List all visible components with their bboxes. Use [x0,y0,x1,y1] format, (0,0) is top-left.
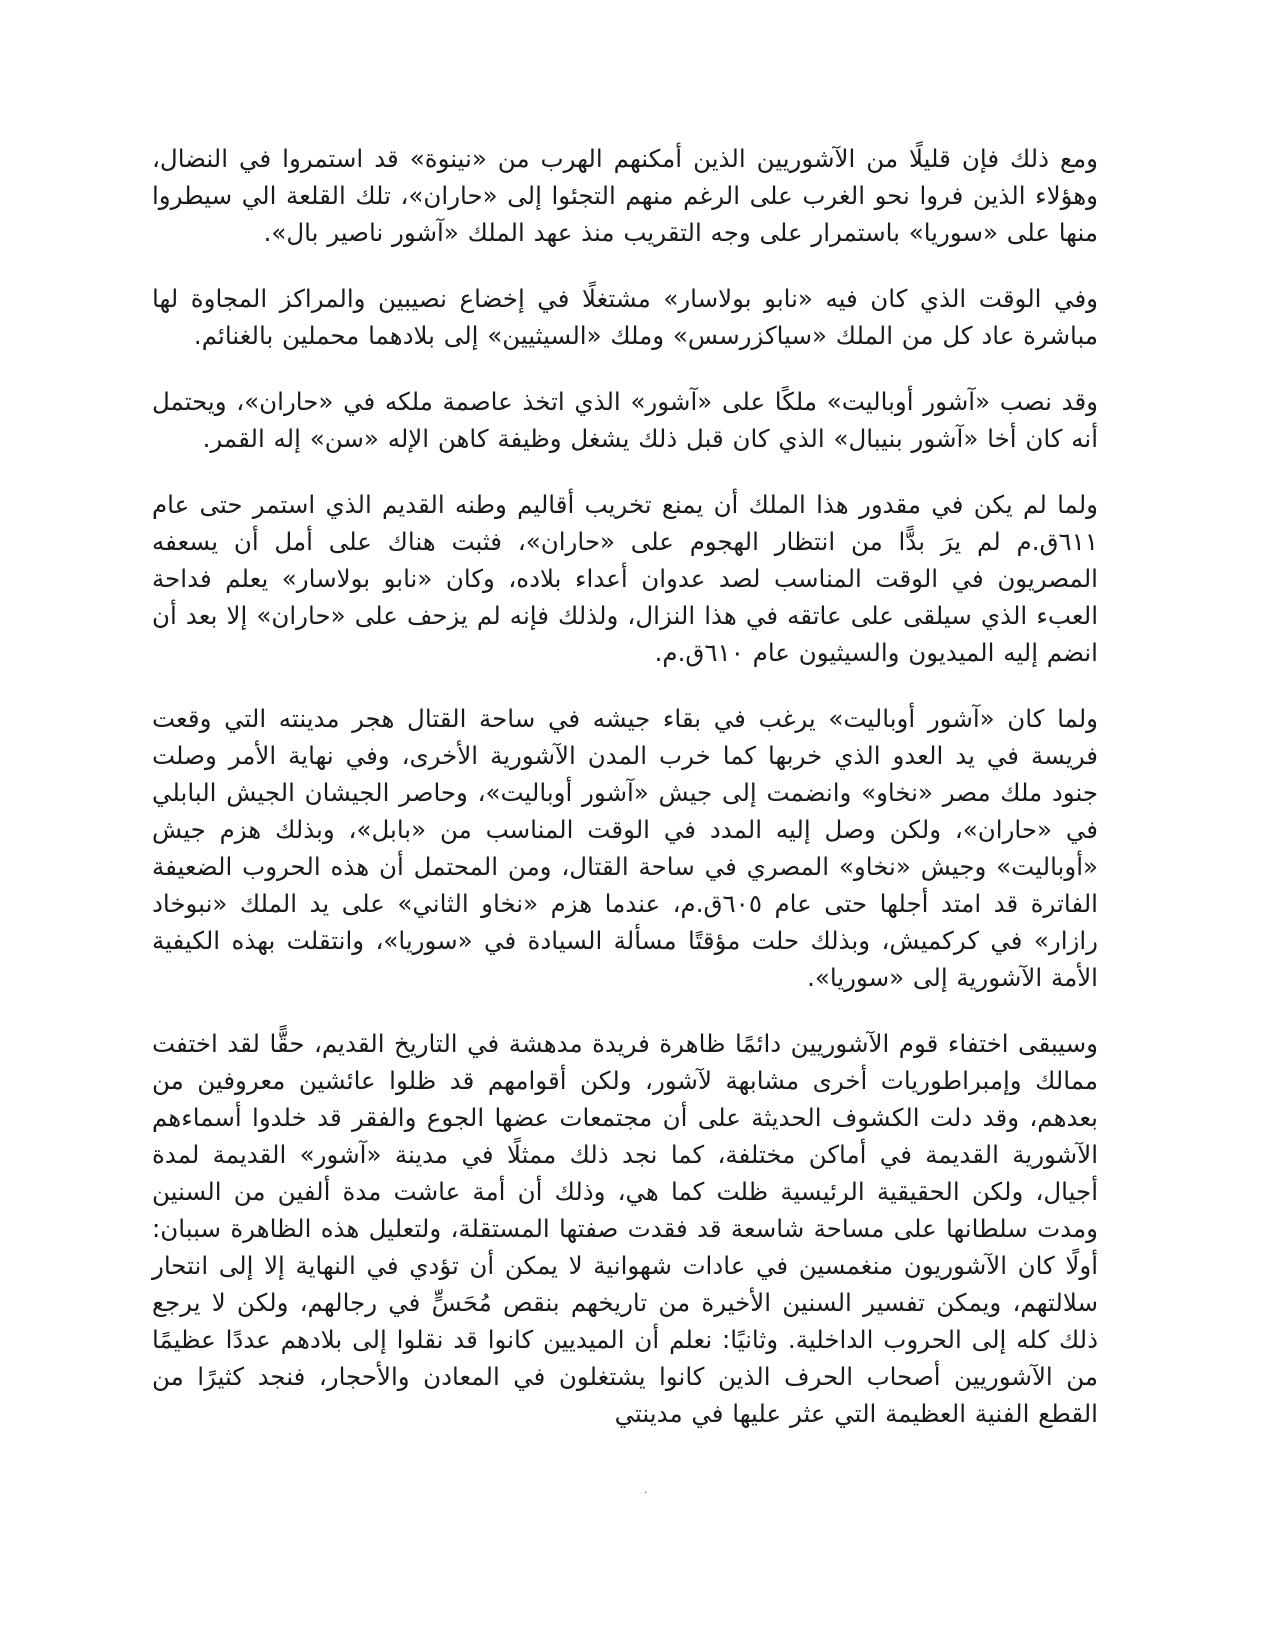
paragraph-3: وقد نصب «آشور أوباليت» ملكًا على «آشور» الذي اتخذ عاصمة ملكه في «حاران»، ويحتمل أنه كان أخا «آشور بنيبال» الذي كان قبل ذلك يشغل وظيفة كاهن الإله «سن» إله القمر. [152,387,1098,453]
paragraph-6: وسيبقى اختفاء قوم الآشوريين دائمًا ظاهرة فريدة مدهشة في التاريخ القديم، حقًّا لقد اختفت ممالك وإمبراطوريات أخرى مشابهة لآشور، ولكن أقوامهم قد ظلوا عائشين معروفين من بعدهم، وقد دلت الكشوف الحديثة على أن مجتمعات عضها الجوع والفقر قد خلدوا أسماءهم الآشورية القديمة في أماكن مختلفة، كما نجد ذلك ممثلًا في مدينة «آشور» القديمة لمدة أجيال، ولكن الحقيقية الرئيسية ظلت كما هي، وذلك أن أمة عاشت مدة ألفين من السنين ومدت سلطانها على مساحة شاسعة قد فقدت صفتها المستقلة، ولتعليل هذه الظاهرة سببان: أولًا كان الآشوريون منغمسين في عادات شهوانية لا يمكن أن تؤدي في النهاية إلا إلى انتحار سلالتهم، ويمكن تفسير السنين الأخيرة من تاريخهم بنقص مُحَسٍّ في رجالهم، ولكن لا يرجع ذلك كله إلى الحروب الداخلية. وثانيًا: نعلم أن الميديين كانوا قد نقلوا إلى بلادهم عددًا عظيمًا من الآشوريين أصحاب الحرف الذين كانوا يشتغلون في المعادن والأحجار، فنجد كثيرًا من القطع الفنية العظيمة التي عثر عليها في مدينتي [152,1029,1098,1428]
paragraph-1: ومع ذلك فإن قليلًا من الآشوريين الذين أمكنهم الهرب من «نينوة» قد استمروا في النضال، وهؤلاء الذين فروا نحو الغرب على الرغم منهم التجئوا إلى «حاران»، تلك القلعة الي سيطروا منها على «سوريا» باستمرار على وجه التقريب منذ عهد الملك «آشور ناصير بال». [152,144,1098,247]
paragraph-4: ولما لم يكن في مقدور هذا الملك أن يمنع تخريب أقاليم وطنه القديم الذي استمر حتى عام ٦١١ق.م لم يرَ بدًّا من انتظار الهجوم على «حاران»، فثبت هناك على أمل أن يسعفه المصريون في الوقت المناسب لصد عدوان أعداء بلاده، وكان «نابو بولاسار» يعلم فداحة العبء الذي سيلقى على عاتقه في هذا النزال، ولذلك فإنه لم يزحف على «حاران» إلا بعد أن انضم إليه الميديون والسيثيون عام ٦١٠ق.م. [152,490,1098,667]
paragraph-5: ولما كان «آشور أوباليت» يرغب في بقاء جيشه في ساحة القتال هجر مدينته التي وقعت فريسة في يد العدو الذي خربها كما خرب المدن الآشورية الأخرى، وفي نهاية الأمر وصلت جنود ملك مصر «نخاو» وانضمت إلى جيش «آشور أوباليت»، وحاصر الجيشان الجيش البابلي في «حاران»، ولكن وصل إليه المدد في الوقت المناسب من «بابل»، وبذلك هزم جيش «أوباليت» وجيش «نخاو» المصري في ساحة القتال، ومن المحتمل أن هذه الحروب الضعيفة الفاترة قد امتد أجلها حتى عام ٦٠٥ق.م، عندما هزم «نخاو الثاني» على يد الملك «نبوخاد رازار» في كركميش، وبذلك حلت مؤقتًا مسألة السيادة في «سوريا»، وانتقلت بهذه الكيفية الأمة الآشورية إلى «سوريا». [152,704,1098,992]
paragraph-2: وفي الوقت الذي كان فيه «نابو بولاسار» مشتغلًا في إخضاع نصيبين والمراكز المجاوة لها مباشرة عاد كل من الملك «سياكزرسس» وملك «السيثيين» إلى بلادهما محملين بالغنائم. [152,284,1098,350]
page-number-mark: ٠ [643,1487,649,1498]
document-page [152,140,1098,1461]
